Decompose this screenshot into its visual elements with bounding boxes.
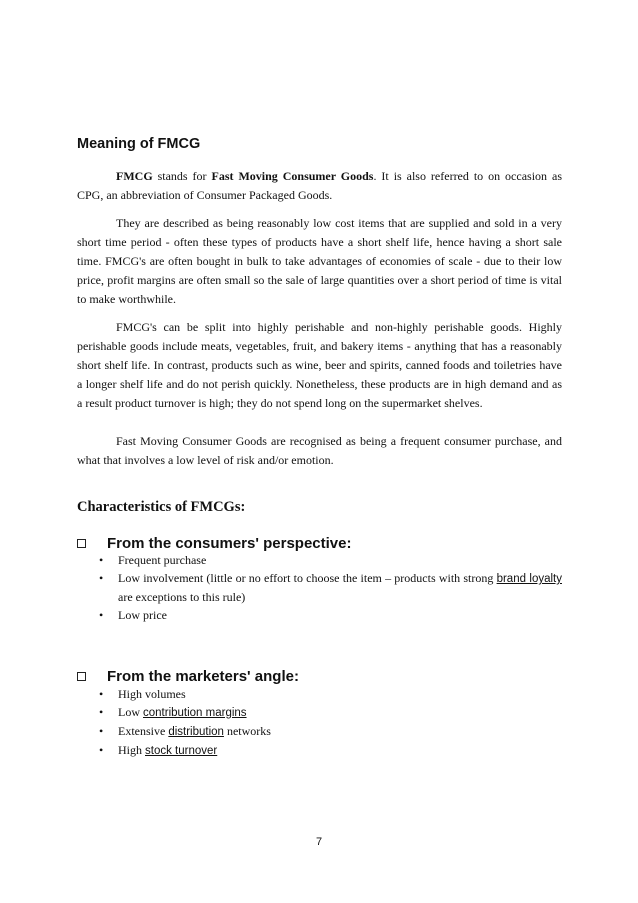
list-item <box>99 606 562 624</box>
section-heading-meaning: Meaning of FMCG <box>77 136 201 152</box>
list-item-text: Frequent purchase <box>118 553 207 567</box>
term-fmcg: FMCG <box>116 169 153 183</box>
checkbox-bullet-icon <box>77 672 86 681</box>
paragraph-perishable: FMCG's can be split into highly perishable and non-highly perishable goods. Highly perishable goods include meats, vegetables, fruit, and bakery items - anything that has a reasonably short shelf life. In contrast, products such as wine, beer and spirits, canned foods and toiletries have a longer shelf life and do not perish quickly. Nonetheless, these products are in high demand and as a result product turnover is high; they do not spend long on the supermarket shelves. <box>77 320 562 410</box>
list-item-text: High volumes <box>118 687 186 701</box>
list-item-text: High <box>118 743 145 757</box>
contribution-margins-link[interactable]: contribution margins <box>143 707 247 719</box>
list-item-text: are exceptions to this rule) <box>118 590 246 604</box>
checkbox-bullet-icon <box>77 539 86 548</box>
distribution-link[interactable]: distribution <box>168 726 224 738</box>
brand-loyalty-link[interactable]: brand loyalty <box>496 573 562 585</box>
list-item <box>99 685 562 703</box>
bullet-icon: • <box>99 705 104 719</box>
consumers-list <box>99 551 562 624</box>
list-item-text: Low price <box>118 608 167 622</box>
page-number: 7 <box>315 836 323 848</box>
list-item <box>99 741 562 760</box>
stock-turnover-link[interactable]: stock turnover <box>145 745 218 757</box>
marketers-list <box>99 685 562 760</box>
bullet-icon: • <box>99 687 104 701</box>
list-item-text: networks <box>223 724 271 738</box>
bullet-icon: • <box>99 608 104 622</box>
bullet-icon: • <box>99 743 104 757</box>
marketers-heading-label: From the marketers' angle: <box>107 668 299 685</box>
list-item <box>99 551 562 569</box>
paragraph-definition <box>77 167 562 205</box>
paragraph-purchase: Fast Moving Consumer Goods are recognised as being a frequent consumer purchase, and what that involves a low level of risk and/or emotion. <box>77 434 562 467</box>
list-item <box>99 703 562 722</box>
list-item <box>99 722 562 741</box>
list-item-text: Low involvement (little or no effort to choose the item – products with strong <box>118 571 497 585</box>
consumers-section-heading <box>77 535 351 552</box>
bullet-icon: • <box>99 724 104 738</box>
marketers-section-heading <box>77 668 299 685</box>
term-full-form: Fast Moving Consumer Goods <box>211 169 374 183</box>
definition-connector: stands for <box>152 169 212 183</box>
section-heading-characteristics: Characteristics of FMCGs: <box>77 499 246 515</box>
definition-rest: . It is also referred to on occasion as CPG, an abbreviation of Consumer Packaged Goods. <box>77 169 562 202</box>
bullet-icon: • <box>99 571 104 585</box>
bullet-icon: • <box>99 553 104 567</box>
paragraph-description: They are described as being reasonably low cost items that are supplied and sold in a very short time period - often these types of products have a short shelf life, hence having a short sale time. FMCG's are often bought in bulk to take advantages of economies of scale - due to their low price, profit margins are often small so the sale of large quantities over a short period of time is vital to make worthwhile. <box>77 216 562 306</box>
list-item <box>99 569 562 606</box>
list-item-text: Extensive <box>118 724 169 738</box>
list-item-text: Low <box>118 705 143 719</box>
consumers-heading-label: From the consumers' perspective: <box>107 535 352 552</box>
